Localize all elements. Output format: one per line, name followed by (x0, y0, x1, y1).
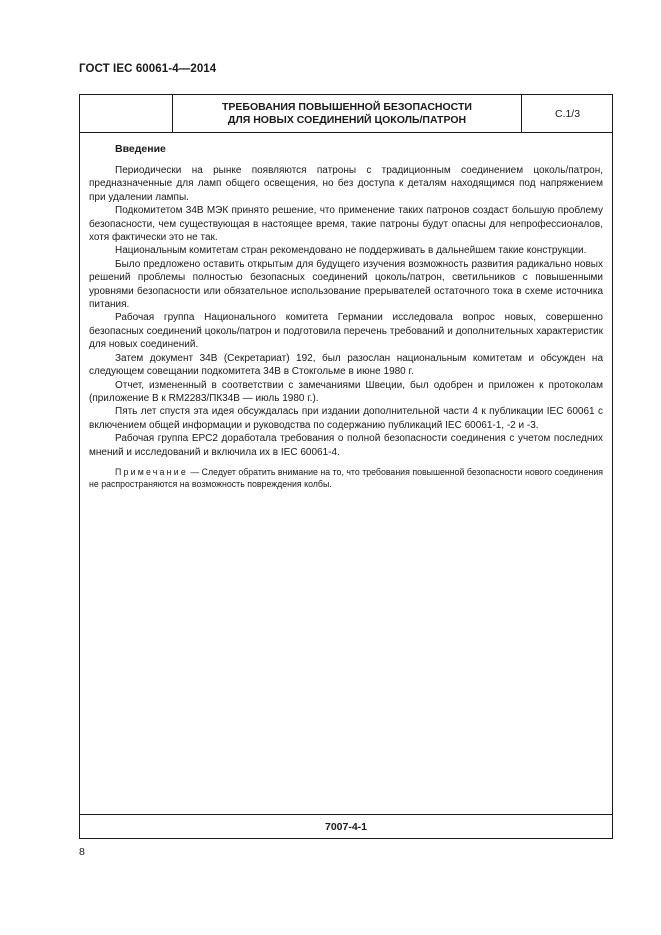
sheet-title (173, 95, 522, 132)
paragraph: Национальным комитетам стран рекомендовано не поддерживать в дальнейшем такие конструкции. (115, 245, 587, 257)
sheet-code: С.1/3 (554, 107, 581, 120)
page-number: 8 (79, 846, 85, 858)
paragraph: Рабочая группа Национального комитета Германии исследовала вопрос новых, совершенно безопасных соединений цоколь/патрон и подготовила перечень требований и дополнительных характеристик для новых соединений. (89, 312, 603, 351)
document-code: ГОСТ IEC 60061-4—2014 (79, 63, 217, 75)
paragraph: Подкомитетом 34В МЭК принято решение, что применение таких патронов создаст большую проблему безопасности, чем существующая в настоящее время, такие патроны будут опасны для непрофессионалов, хотя фактически это не так. (89, 205, 603, 244)
note-text: — Следует обратить внимание на то, что требования повышенной безопасности нового соединения не распространяются на возможность повреждения колбы. (89, 466, 603, 490)
paragraph-list (89, 164, 603, 459)
paragraph: Пять лет спустя эта идея обсуждалась при издании дополнительной части 4 к публикации IEC 60061 с включением общей информации и руководства по содержанию публикаций IEC 60061-1, -2 и -3. (89, 406, 603, 431)
note (89, 466, 603, 491)
sheet-title-line-2: ДЛЯ НОВЫХ СОЕДИНЕНИЙ ЦОКОЛЬ/ПАТРОН (227, 113, 467, 126)
paragraph: Отчет, измененный в соответствии с замечаниями Швеции, был одобрен и приложен к протоколам (приложение В к RM2283/ПК34В — июль 1980 г.). (89, 379, 603, 404)
paragraph: Периодически на рынке появляются патроны с традиционным соединением цоколь/патрон, предназначенные для ламп общего освещения, но без доступа к деталям находящимся под напряжением при удалении лампы. (89, 165, 603, 203)
sheet-header (80, 95, 612, 133)
paragraph: Было предложено оставить открытым для будущего изучения возможность развития радикально новых решений проблемы полностью безопасных соединений цоколь/патрон, светильников с повышенными уровнями безопасности или обязательное использование прерывателей остаточного тока в схеме источника питания. (89, 258, 603, 311)
standard-sheet (79, 94, 613, 839)
header-blank-cell (80, 95, 173, 132)
sheet-body (80, 133, 612, 491)
section-title: Введение (115, 143, 166, 155)
note-label: Примечание (115, 466, 188, 477)
paragraph: Рабочая группа EPC2 доработала требования о полной безопасности соединения с учетом последних мнений и исследований и включила их в IEC 60061-4. (89, 433, 603, 458)
paragraph: Затем документ 34В (Секретариат) 192, был разослан национальным комитетам и обсужден на следующем совещании подкомитета 34В в Стокгольме в июне 1980 г. (89, 352, 603, 378)
sheet-title-line-1: ТРЕБОВАНИЯ ПОВЫШЕННОЙ БЕЗОПАСНОСТИ (222, 100, 472, 113)
sheet-footer-code: 7007-4-1 (80, 814, 612, 838)
